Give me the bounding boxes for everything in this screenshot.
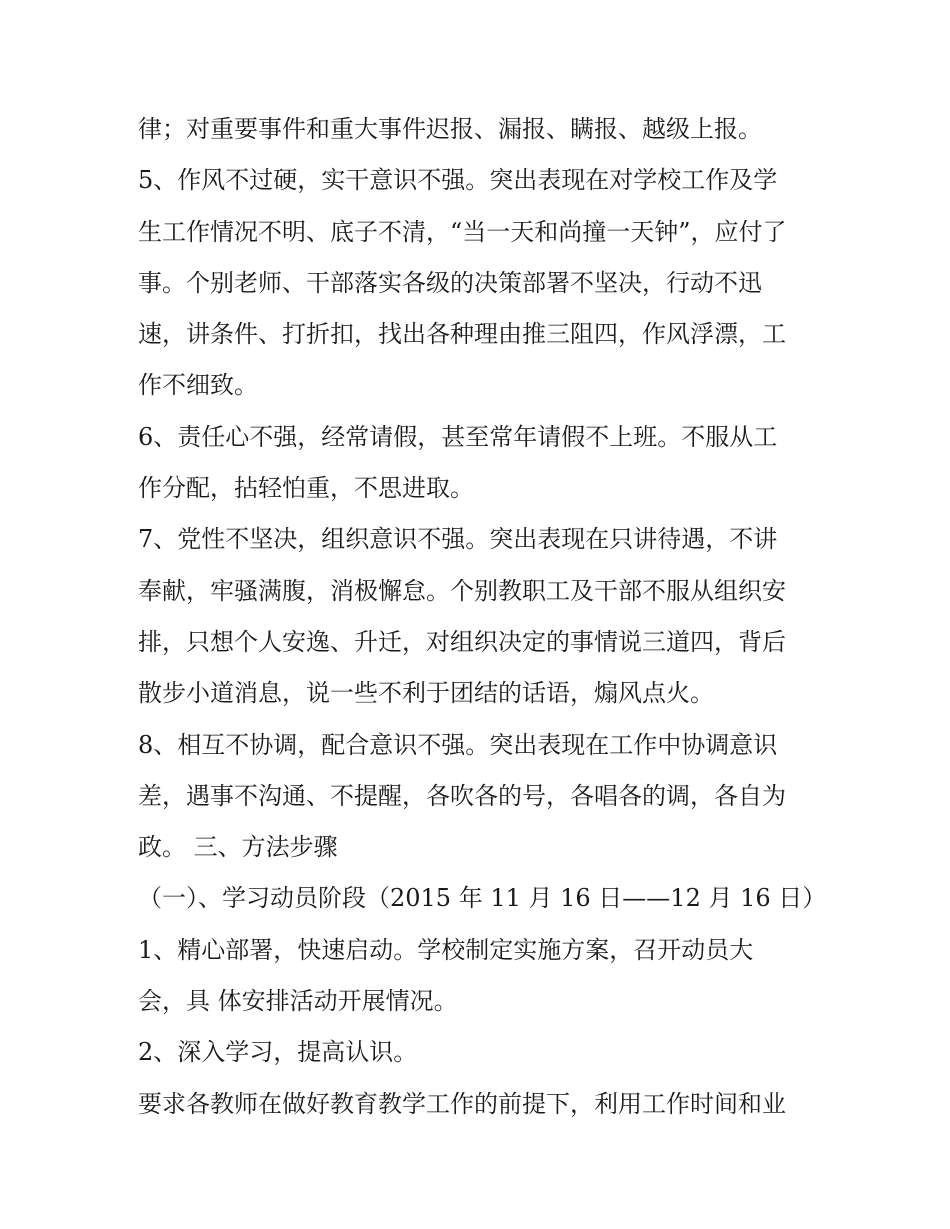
text-line: 1、精心部署，快速启动。学校制定实施方案，召开动员大 bbox=[138, 935, 754, 964]
text-line: 6、责任心不强，经常请假，甚至常年请假不上班。不服从工 bbox=[138, 422, 778, 451]
text-line: 政。 三、方法步骤 bbox=[138, 833, 338, 862]
text-line: 7、党性不坚决，组织意识不强。突出表现在只讲待遇，不讲 bbox=[138, 525, 778, 554]
text-line: 排，只想个人安逸、升迁，对组织决定的事情说三道四，背后 bbox=[138, 627, 786, 656]
text-line: 差，遇事不沟通、不提醒，各吹各的号，各唱各的调，各自为 bbox=[138, 781, 786, 810]
text-line: 律；对重要事件和重大事件迟报、漏报、瞒报、越级上报。 bbox=[138, 115, 762, 143]
text-line: 5、作风不过硬，实干意识不强。突出表现在对学校工作及学 bbox=[138, 166, 778, 195]
text-line: 奉献，牢骚满腹，消极懈怠。个别教职工及干部不服从组织安 bbox=[138, 576, 786, 605]
text-line: 会，具 体安排活动开展情况。 bbox=[138, 987, 458, 1016]
text-line: 事。个别老师、干部落实各级的决策部署不坚决，行动不迅 bbox=[138, 268, 762, 297]
text-line: 作分配，拈轻怕重，不思进取。 bbox=[138, 474, 474, 503]
text-line: 散步小道消息，说一些不利于团结的话语，煽风点火。 bbox=[138, 679, 714, 708]
text-line: 8、相互不协调，配合意识不强。突出表现在工作中协调意识 bbox=[138, 730, 778, 759]
text-line: 生工作情况不明、底子不清，“当一天和尚撞一天钟”，应付了 bbox=[138, 217, 787, 246]
text-line: （一）、学习动员阶段（2015 年 11 月 16 日——12 月 16 日） bbox=[138, 884, 827, 913]
text-line: 要求各教师在做好教育教学工作的前提下，利用工作时间和业 bbox=[138, 1089, 786, 1118]
document-body bbox=[138, 104, 828, 1130]
text-line: 2、深入学习，提高认识。 bbox=[138, 1038, 418, 1067]
text-line: 作不细致。 bbox=[138, 371, 258, 400]
text-line: 速，讲条件、打折扣，找出各种理由推三阻四，作风浮漂，工 bbox=[138, 320, 786, 349]
